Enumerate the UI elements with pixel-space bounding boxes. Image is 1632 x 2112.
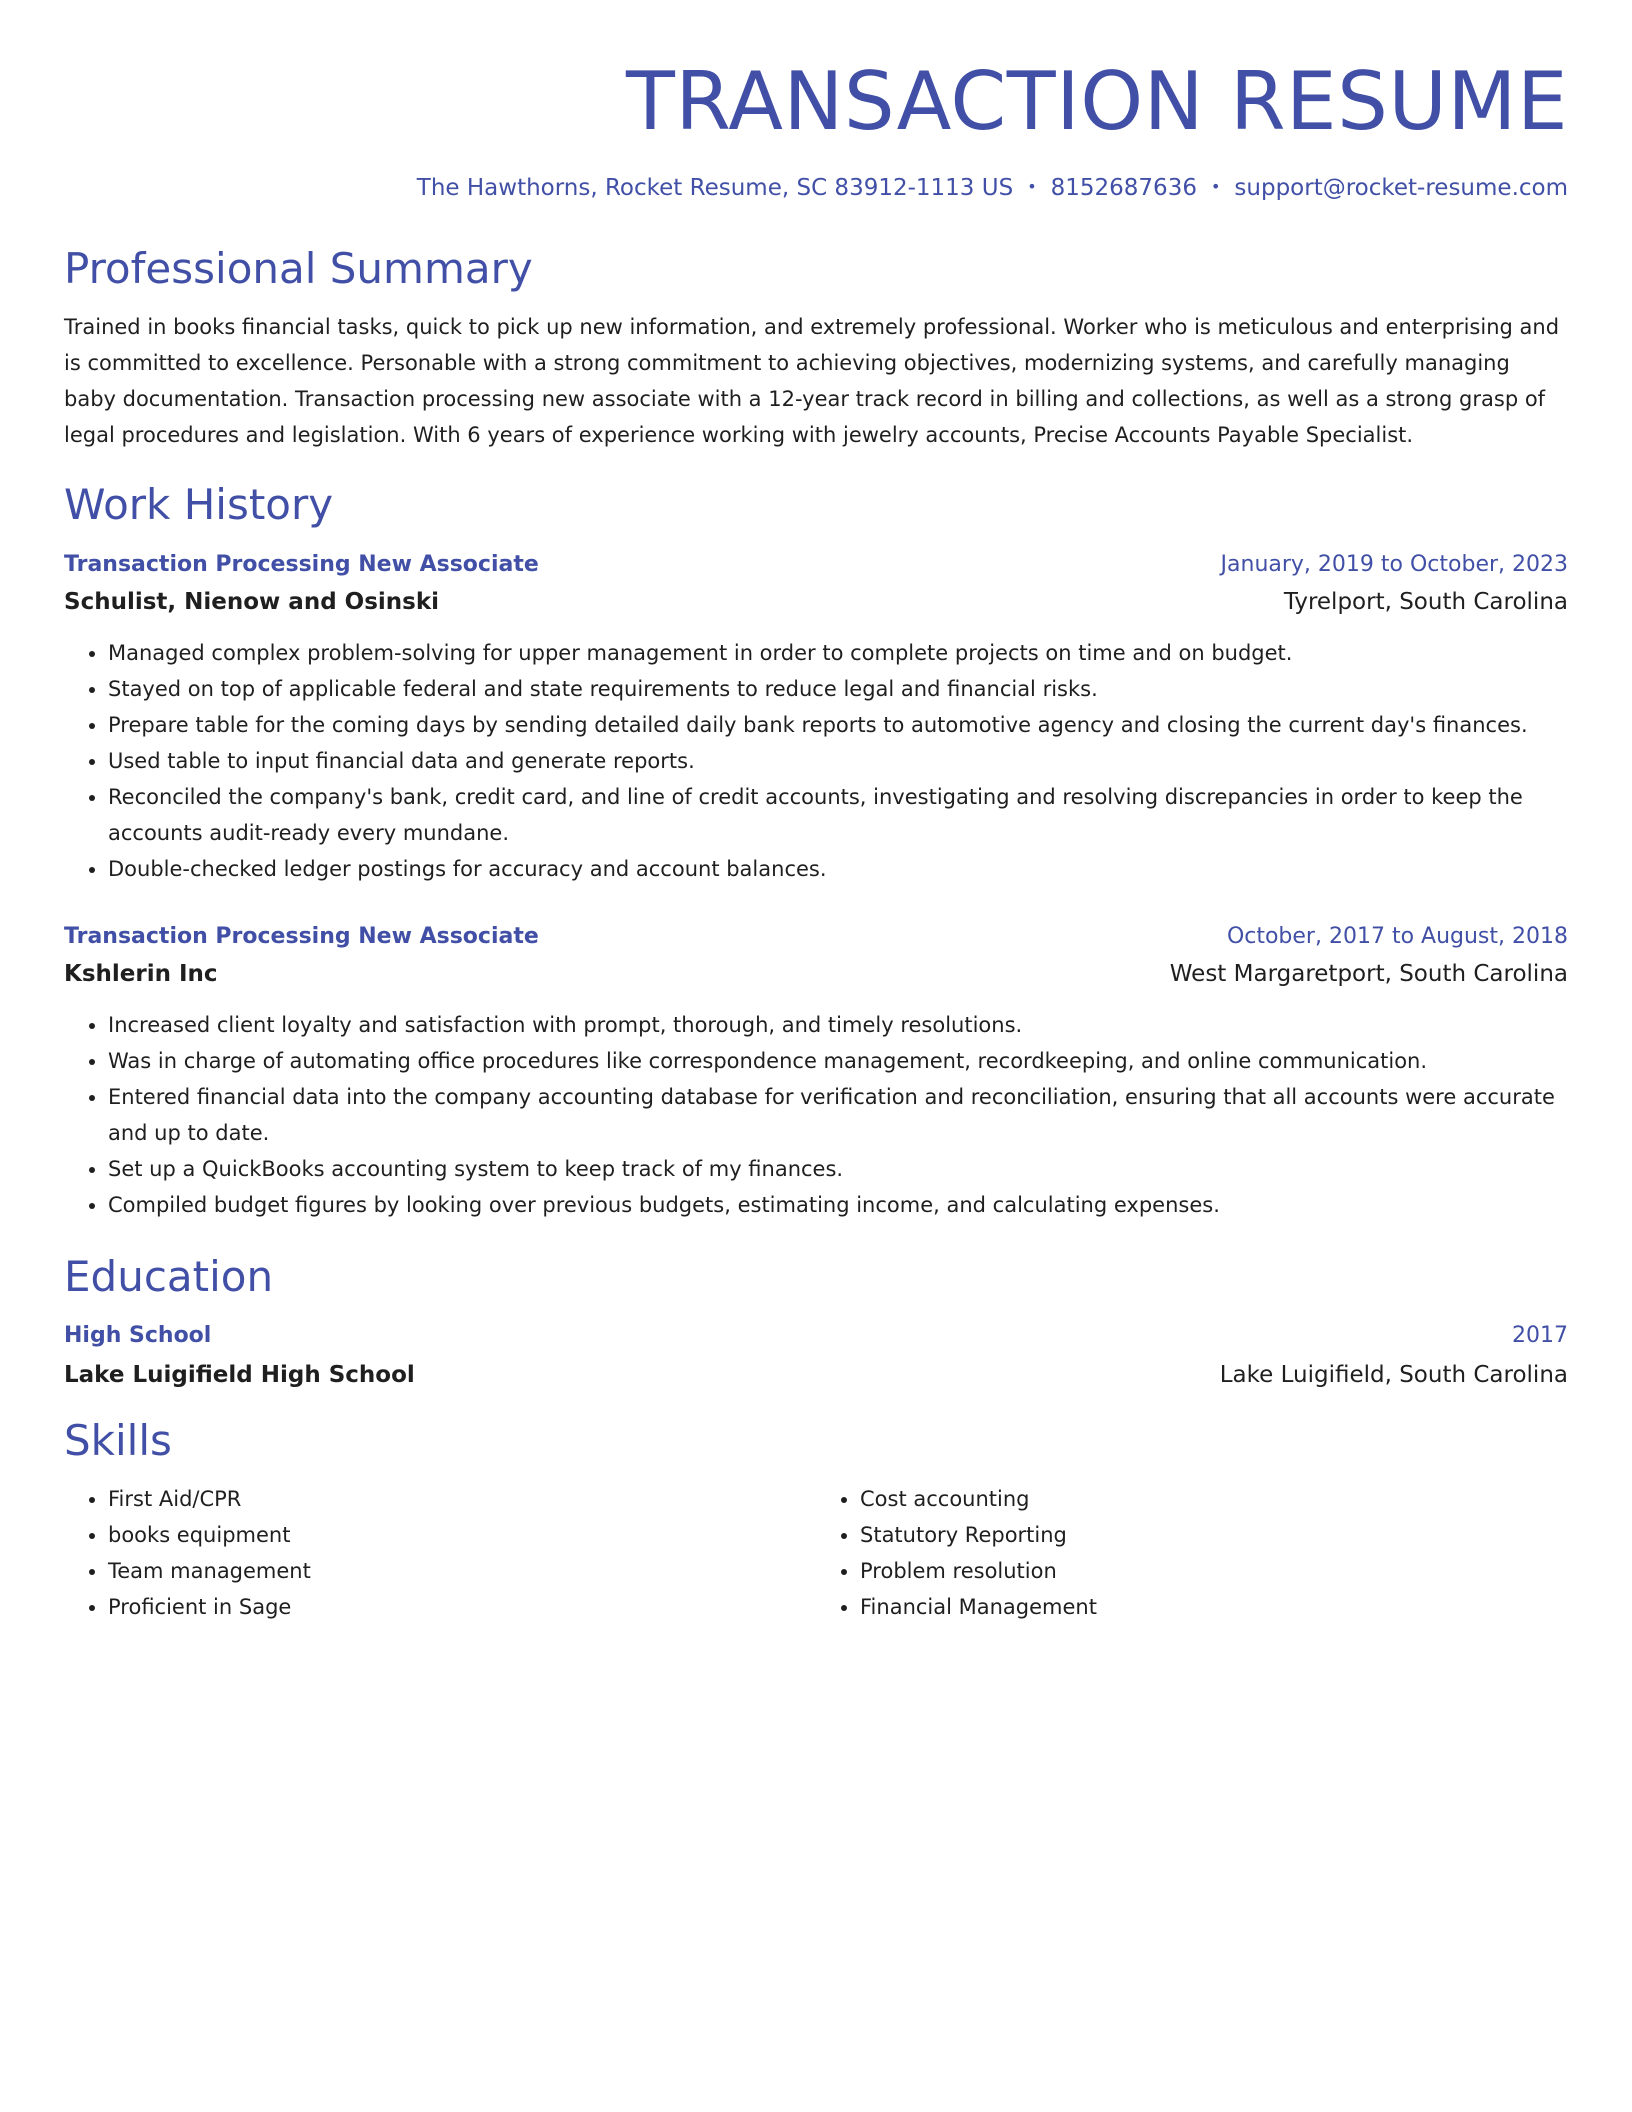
skill-item: • Cost accounting [860,1481,1568,1517]
skills-list [64,1481,1568,1625]
education-school: Lake Luigifield High School [64,1361,415,1388]
job-title: Transaction Processing New Associate [64,923,539,949]
job-bullet: • Double-checked ledger postings for accuracy and account balances. [108,851,1568,887]
skill-item: • Problem resolution [860,1553,1568,1589]
job-bullet: • Prepare table for the coming days by sending detailed daily bank reports to automotive agency and closing the current day's finances. [108,707,1568,743]
skill-item: • Proficient in Sage [108,1589,816,1625]
job-entry [64,547,1568,887]
job-company-row [64,955,1568,993]
job-bullet: • Stayed on top of applicable federal and state requirements to reduce legal and financial risks. [108,671,1568,707]
job-bullet: • Increased client loyalty and satisfaction with prompt, thorough, and timely resolutions. [108,1007,1568,1043]
skill-item: • First Aid/CPR [108,1481,816,1517]
education-school-row [64,1355,1568,1395]
job-company-row [64,583,1568,621]
skills-column-left [64,1481,816,1625]
section-title-summary: Professional Summary [64,243,533,293]
contact-separator: • [1210,176,1221,196]
contact-separator: • [1027,176,1037,196]
education-degree: High School [64,1322,212,1348]
skills-column-right [816,1481,1568,1625]
job-bullet: • Set up a QuickBooks accounting system to keep track of my finances. [108,1151,1568,1187]
job-bullet: • Reconciled the company's bank, credit card, and line of credit accounts, investigating and resolving discrepancies in order to keep the accounts audit-ready every mundane. [108,779,1568,851]
job-header-row [64,547,1568,583]
job-bullet: • Was in charge of automating office procedures like correspondence management, recordkeeping, and online communication. [108,1043,1568,1079]
contact-phone: 8152687636 [1050,175,1197,201]
job-title: Transaction Processing New Associate [64,551,539,577]
job-bullets [64,1007,1568,1223]
job-company: Schulist, Nienow and Osinski [64,588,440,615]
job-bullets [64,635,1568,887]
section-title-skills: Skills [64,1415,172,1465]
education-header-row [64,1317,1568,1355]
section-title-work-history: Work History [64,479,334,529]
skill-item: • Team management [108,1553,816,1589]
skill-item: • Financial Management [860,1589,1568,1625]
job-dates: January, 2019 to October, 2023 [1220,551,1568,577]
resume-header [64,56,1568,205]
section-title-education: Education [64,1251,274,1301]
skill-item: • books equipment [108,1517,816,1553]
skill-item: • Statutory Reporting [860,1517,1568,1553]
education-year: 2017 [1512,1322,1568,1348]
job-bullet: • Managed complex problem-solving for upper management in order to complete projects on time and on budget. [108,635,1568,671]
job-bullet: • Entered financial data into the company accounting database for verification and reconciliation, ensuring that all accounts were accurate and up to date. [108,1079,1568,1151]
job-bullet: • Used table to input financial data and generate reports. [108,743,1568,779]
job-header-row [64,919,1568,955]
education-entry [64,1317,1568,1395]
job-bullet: • Compiled budget figures by looking over previous budgets, estimating income, and calculating expenses. [108,1187,1568,1223]
job-entry [64,919,1568,1223]
contact-email[interactable]: support@rocket-resume.com [1234,175,1568,201]
contact-address: The Hawthorns, Rocket Resume, SC 83912-1113 US [416,175,1014,201]
job-company: Kshlerin Inc [64,960,218,987]
job-location: West Margaretport, South Carolina [1169,960,1568,987]
summary-text: Trained in books financial tasks, quick to pick up new information, and extremely professional. Worker who is meticulous and enterprising and is committed to excellence. Personable with a strong commitment to achieving objectives, modernizing systems, and carefully managing baby documentation. Transaction processing new associate with a 12-year track record in billing and collections, as well as a strong grasp of legal procedures and legislation. With 6 years of experience working with jewelry accounts, Precise Accounts Payable Specialist. [64,314,1560,447]
education-location: Lake Luigifield, South Carolina [1219,1361,1568,1388]
resume-name: TRANSACTION RESUME [626,55,1568,148]
contact-line [64,172,1568,205]
job-dates: October, 2017 to August, 2018 [1226,923,1568,949]
job-location: Tyrelport, South Carolina [1283,588,1568,615]
